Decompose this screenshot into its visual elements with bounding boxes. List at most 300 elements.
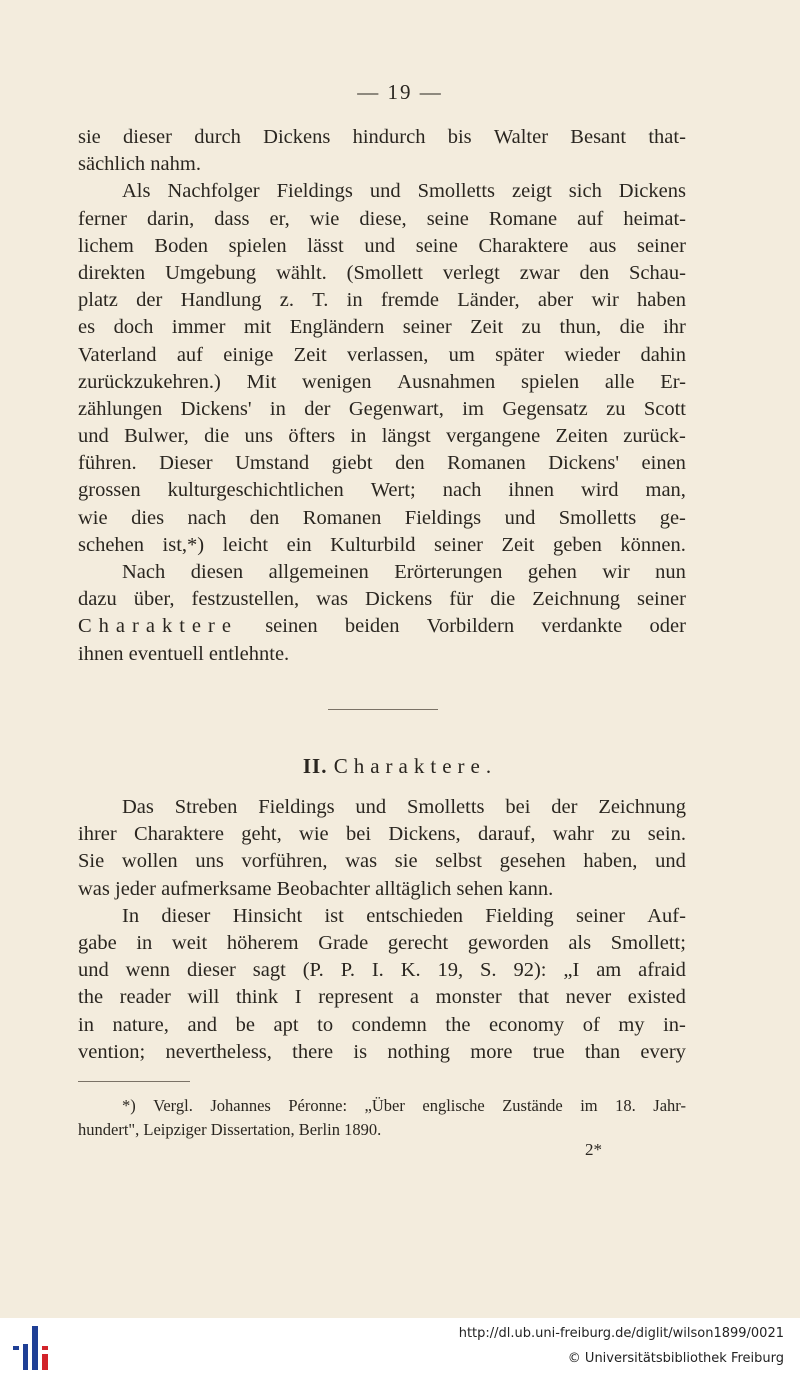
word: zeigt: [512, 180, 552, 203]
text-line: [78, 984, 686, 1011]
word: Dickens,: [388, 823, 461, 846]
word: Zustände: [502, 1096, 563, 1115]
word: oder: [649, 615, 686, 638]
word: haben: [637, 289, 686, 312]
word: think: [235, 986, 279, 1009]
word: than: [584, 1040, 621, 1063]
text-line: [78, 1094, 686, 1118]
word: Fieldings: [404, 506, 482, 529]
word: seiner: [636, 234, 686, 257]
word: für: [449, 588, 474, 611]
word: Fieldings: [276, 180, 353, 203]
word: wie: [299, 823, 329, 846]
word: verlassen,: [346, 343, 429, 366]
text-line: [78, 342, 686, 369]
signature-mark: 2*: [585, 1140, 602, 1159]
word: auf: [176, 343, 204, 366]
word: aus: [589, 234, 617, 257]
word: englische: [422, 1096, 485, 1115]
word: diese,: [359, 207, 407, 230]
text-line: [78, 477, 686, 504]
word: wie: [78, 506, 108, 529]
word: in: [78, 1013, 94, 1036]
word: afraid: [638, 959, 686, 982]
word: Kulturbild: [330, 533, 416, 556]
word: und: [655, 850, 686, 873]
word: längst: [381, 425, 431, 448]
word: I.: [371, 959, 384, 982]
word: seiner: [636, 588, 686, 611]
word: nach: [187, 506, 227, 529]
word: als: [568, 931, 592, 954]
word: apt: [273, 1013, 299, 1036]
word: true: [532, 1040, 565, 1063]
word: will: [187, 986, 220, 1009]
word: wählt.: [276, 261, 327, 284]
word: P.: [340, 959, 355, 982]
word: dahin: [640, 343, 686, 366]
text-line: [78, 821, 686, 848]
word: alle: [604, 370, 635, 393]
word: festzustellen,: [191, 588, 300, 611]
word: gerecht: [387, 931, 449, 954]
word: Dickens': [180, 397, 252, 420]
word: schehen: [78, 533, 145, 556]
word: doch: [113, 316, 154, 339]
word: wollen: [121, 850, 178, 873]
word: nature,: [112, 1013, 169, 1036]
word: was: [316, 588, 349, 611]
word: geben: [552, 533, 602, 556]
word: Das: [122, 796, 154, 818]
word: sächlich nahm.: [78, 153, 201, 176]
word: es: [78, 316, 96, 339]
text-line: [78, 505, 686, 532]
word: sein.: [647, 823, 686, 846]
section-numeral: II.: [302, 754, 328, 778]
word: is: [353, 1040, 368, 1063]
word: S.: [480, 959, 497, 982]
word: never: [565, 986, 612, 1009]
word: and: [187, 1013, 218, 1036]
word: Zeit: [470, 316, 504, 339]
word: nothing: [387, 1040, 451, 1063]
word: Bulwer,: [124, 425, 189, 448]
word: Nachfolger: [167, 180, 260, 203]
word: seine: [415, 234, 458, 257]
word: ist: [324, 904, 344, 927]
word: in: [136, 931, 153, 954]
word: später: [495, 343, 545, 366]
word: wir: [602, 561, 630, 583]
word: more: [470, 1040, 513, 1063]
text-line: [78, 957, 686, 984]
word: the: [78, 986, 104, 1009]
word: wir: [591, 289, 619, 312]
word: economy: [488, 1013, 565, 1036]
word: hindurch: [352, 126, 426, 148]
word: be: [235, 1013, 255, 1036]
word: seine: [426, 207, 469, 230]
word: immer: [171, 316, 226, 339]
word: ist,*): [162, 533, 205, 556]
word: sagt: [252, 959, 286, 982]
word: führen.: [78, 452, 137, 475]
word: in: [350, 425, 367, 448]
word: Dickens: [365, 588, 433, 611]
word: auf: [577, 207, 604, 230]
text-line: [78, 260, 686, 287]
word: durch: [194, 126, 241, 148]
word: Charaktere: [78, 615, 238, 638]
word: heimat-: [623, 207, 686, 230]
text-line: [78, 423, 686, 450]
page-header: — 19 —: [357, 80, 443, 104]
word: Jahr-: [653, 1096, 686, 1115]
word: Grade: [318, 931, 369, 954]
word: in: [269, 397, 286, 420]
word: Zeiten: [555, 425, 608, 448]
word: Smolletts: [558, 506, 637, 529]
word: diesen: [190, 561, 244, 583]
word: Schau-: [628, 261, 686, 284]
word: „I: [563, 959, 580, 982]
text-line: [78, 586, 686, 613]
word: der: [304, 397, 331, 420]
word: *): [122, 1096, 136, 1115]
word: dieser: [123, 126, 172, 148]
word: seiner: [434, 533, 483, 556]
word: Ausnahmen: [397, 370, 496, 393]
word: ge-: [659, 506, 686, 529]
word: was: [345, 850, 378, 873]
word: existed: [627, 986, 686, 1009]
word: sie: [394, 850, 418, 873]
word: Dickens': [548, 452, 620, 475]
word: und: [369, 180, 401, 203]
word: Sie: [78, 850, 105, 873]
word: kulturgeschichtlichen: [167, 479, 344, 502]
word: Erörterungen: [394, 561, 503, 583]
word: Als: [122, 180, 151, 203]
text-line: [78, 450, 686, 477]
word: die: [204, 425, 230, 448]
word: man,: [645, 479, 686, 502]
word: der: [551, 796, 578, 818]
word: monster: [435, 986, 502, 1009]
word: Handlung: [180, 289, 262, 312]
word: und: [504, 506, 536, 529]
word: ihnen: [508, 479, 554, 502]
word: Charaktere: [478, 234, 569, 257]
text-line: [78, 532, 686, 559]
word: Charaktere: [134, 823, 224, 846]
word: zu: [606, 397, 626, 420]
word: that: [518, 986, 550, 1009]
word: Zeichnung: [598, 796, 686, 818]
text-line: [78, 151, 686, 178]
word: lässt: [307, 234, 344, 257]
word: ihr: [663, 316, 686, 339]
word: ihnen eventuell entlehnte.: [78, 642, 290, 665]
word: Zeichnung: [532, 588, 620, 611]
word: vergangene: [446, 425, 541, 448]
word: und: [78, 959, 109, 982]
word: haben,: [583, 850, 638, 873]
word: zurück-: [623, 425, 686, 448]
word: Gegensatz: [502, 397, 588, 420]
word: was jeder aufmerksame Beobachter alltäglich sehen kann.: [78, 877, 554, 900]
word: K.: [400, 959, 421, 982]
text-line: [78, 1012, 686, 1039]
word: über,: [133, 588, 175, 611]
word: zwar: [519, 261, 560, 284]
word: wird: [580, 479, 619, 502]
word: (Smollett: [346, 261, 423, 284]
word: Péronne:: [288, 1096, 348, 1115]
word: platz: [78, 289, 118, 312]
word: Romanen: [447, 452, 526, 475]
word: zählungen: [78, 397, 163, 420]
word: der: [136, 289, 163, 312]
text-line: [78, 876, 686, 903]
section-title: Charaktere.: [333, 754, 498, 778]
word: to: [317, 1013, 334, 1036]
word: Romanen: [302, 506, 382, 529]
word: nevertheless,: [165, 1040, 272, 1063]
word: z.: [279, 289, 294, 312]
text-line: [78, 641, 686, 668]
word: können.: [620, 533, 686, 556]
word: Auf-: [647, 904, 686, 927]
word: seiner: [575, 904, 625, 927]
text-line: [78, 124, 686, 151]
text-line: [78, 206, 686, 233]
word: wahr: [552, 823, 594, 846]
word: the: [445, 1013, 471, 1036]
word: Fielding: [485, 904, 554, 927]
word: dieser: [186, 959, 236, 982]
section-divider: [328, 709, 438, 710]
word: einen: [641, 452, 686, 475]
word: vorführen,: [241, 850, 328, 873]
word: bei: [345, 823, 372, 846]
word: ferner: [78, 207, 127, 230]
word: er,: [269, 207, 290, 230]
word: grossen: [78, 479, 141, 502]
word: in-: [663, 1013, 686, 1036]
word: lichem: [78, 234, 134, 257]
word: gabe: [78, 931, 117, 954]
word: Besant: [570, 126, 627, 148]
word: condemn: [351, 1013, 427, 1036]
word: direkten: [78, 261, 146, 284]
word: Länder,: [457, 289, 520, 312]
word: every: [640, 1040, 686, 1063]
word: Umgebung: [165, 261, 257, 284]
word: dieser: [161, 904, 211, 927]
word: Mit: [246, 370, 277, 393]
word: im: [462, 397, 484, 420]
word: aber: [537, 289, 574, 312]
word: (P.: [302, 959, 324, 982]
text-line: [78, 369, 686, 396]
word: Johannes: [210, 1096, 271, 1115]
text-line: [78, 396, 686, 423]
word: öfters: [288, 425, 336, 448]
text-line: [78, 930, 686, 957]
text-line: [78, 1118, 686, 1142]
text-line: [78, 178, 686, 205]
word: um: [448, 343, 475, 366]
word: darauf,: [477, 823, 536, 846]
word: Romane: [488, 207, 558, 230]
word: geworden: [467, 931, 549, 954]
word: und: [355, 796, 387, 818]
word: allgemeinen: [268, 561, 369, 583]
word: höherem: [226, 931, 299, 954]
word: gehen: [527, 561, 577, 583]
word: uns: [195, 850, 224, 873]
word: selbst: [435, 850, 482, 873]
word: dazu: [78, 588, 117, 611]
word: my: [618, 1013, 645, 1036]
word: Zeit: [501, 533, 535, 556]
word: Vergl.: [153, 1096, 193, 1115]
word: und: [364, 234, 396, 257]
word: einige: [223, 343, 274, 366]
word: T.: [312, 289, 329, 312]
word: ihrer: [78, 823, 117, 846]
word: sie: [78, 126, 101, 148]
word: Umstand: [235, 452, 310, 475]
word: In: [122, 904, 140, 927]
word: Nach: [122, 561, 166, 583]
word: die: [490, 588, 516, 611]
word: Smolletts: [417, 180, 496, 203]
word: wieder: [564, 343, 621, 366]
word: den: [579, 261, 610, 284]
word: zurückzukehren.): [78, 370, 221, 393]
word: bei: [505, 796, 531, 818]
text-line: [78, 903, 686, 930]
word: den: [249, 506, 280, 529]
word: im: [580, 1096, 598, 1115]
word: Gegenwart,: [348, 397, 444, 420]
word: verdankte: [541, 615, 623, 638]
word: Smolletts: [407, 796, 485, 818]
word: den: [395, 452, 425, 475]
word: spielen: [228, 234, 287, 257]
word: Wert;: [370, 479, 416, 502]
word: und: [78, 425, 109, 448]
word: represent: [318, 986, 394, 1009]
word: „Über: [364, 1096, 405, 1115]
word: 19,: [437, 959, 464, 982]
word: Streben: [174, 796, 238, 818]
word: entschieden: [366, 904, 463, 927]
word: wenn: [125, 959, 171, 982]
word: Vorbildern: [426, 615, 515, 638]
text-line: [78, 848, 686, 875]
word: giebt: [331, 452, 373, 475]
word: dies: [131, 506, 165, 529]
paragraph-1: [78, 124, 686, 668]
word: fremde: [380, 289, 439, 312]
word: Dieser: [159, 452, 213, 475]
word: sich: [568, 180, 602, 203]
text-line: [78, 613, 686, 640]
text-line: [78, 314, 686, 341]
word: I: [294, 986, 302, 1009]
word: leicht: [222, 533, 269, 556]
word: wie: [309, 207, 340, 230]
word: Smollett;: [610, 931, 686, 954]
text-line: [78, 233, 686, 260]
word: 92):: [513, 959, 547, 982]
ub-freiburg-logo-icon: [10, 1326, 54, 1370]
footnote: [78, 1094, 686, 1142]
word: beiden: [344, 615, 400, 638]
word: zu: [521, 316, 542, 339]
word: darin,: [146, 207, 195, 230]
word: Zeit: [293, 343, 327, 366]
word: a: [409, 986, 420, 1009]
word: gesehen: [499, 850, 566, 873]
word: seinen: [265, 615, 318, 638]
word: Engländern: [289, 316, 385, 339]
word: die: [619, 316, 645, 339]
word: nach: [442, 479, 482, 502]
word: dass: [214, 207, 250, 230]
word: Dickens: [618, 180, 686, 203]
word: nun: [655, 561, 686, 583]
word: Walter: [493, 126, 549, 148]
word: Fieldings: [258, 796, 335, 818]
word: seiner: [402, 316, 452, 339]
word: of: [582, 1013, 600, 1036]
library-footer: [0, 1318, 800, 1375]
text-line: [78, 287, 686, 314]
word: Er-: [660, 370, 686, 393]
word: bis: [447, 126, 472, 148]
word: Boden: [154, 234, 208, 257]
word: Vaterland: [78, 343, 157, 366]
word: am: [596, 959, 622, 982]
word: Scott: [643, 397, 686, 420]
paragraph-2: [78, 794, 686, 1066]
word: geht,: [241, 823, 282, 846]
word: hundert", Leipziger Dissertation, Berlin 1890.: [78, 1120, 382, 1139]
word: zu: [611, 823, 631, 846]
word: that-: [648, 126, 686, 148]
source-url[interactable]: http://dl.ub.uni-freiburg.de/diglit/wilson1899/0021: [458, 1326, 784, 1341]
word: thun,: [559, 316, 602, 339]
footnote-divider: [78, 1081, 190, 1082]
word: there: [292, 1040, 334, 1063]
word: uns: [244, 425, 274, 448]
text-line: [78, 794, 686, 821]
word: Hinsicht: [232, 904, 303, 927]
word: ein: [286, 533, 312, 556]
word: mit: [243, 316, 272, 339]
word: verlegt: [442, 261, 500, 284]
word: Dickens: [263, 126, 331, 148]
word: vention;: [78, 1040, 146, 1063]
word: spielen: [521, 370, 580, 393]
word: wenigen: [302, 370, 372, 393]
word: weit: [171, 931, 208, 954]
